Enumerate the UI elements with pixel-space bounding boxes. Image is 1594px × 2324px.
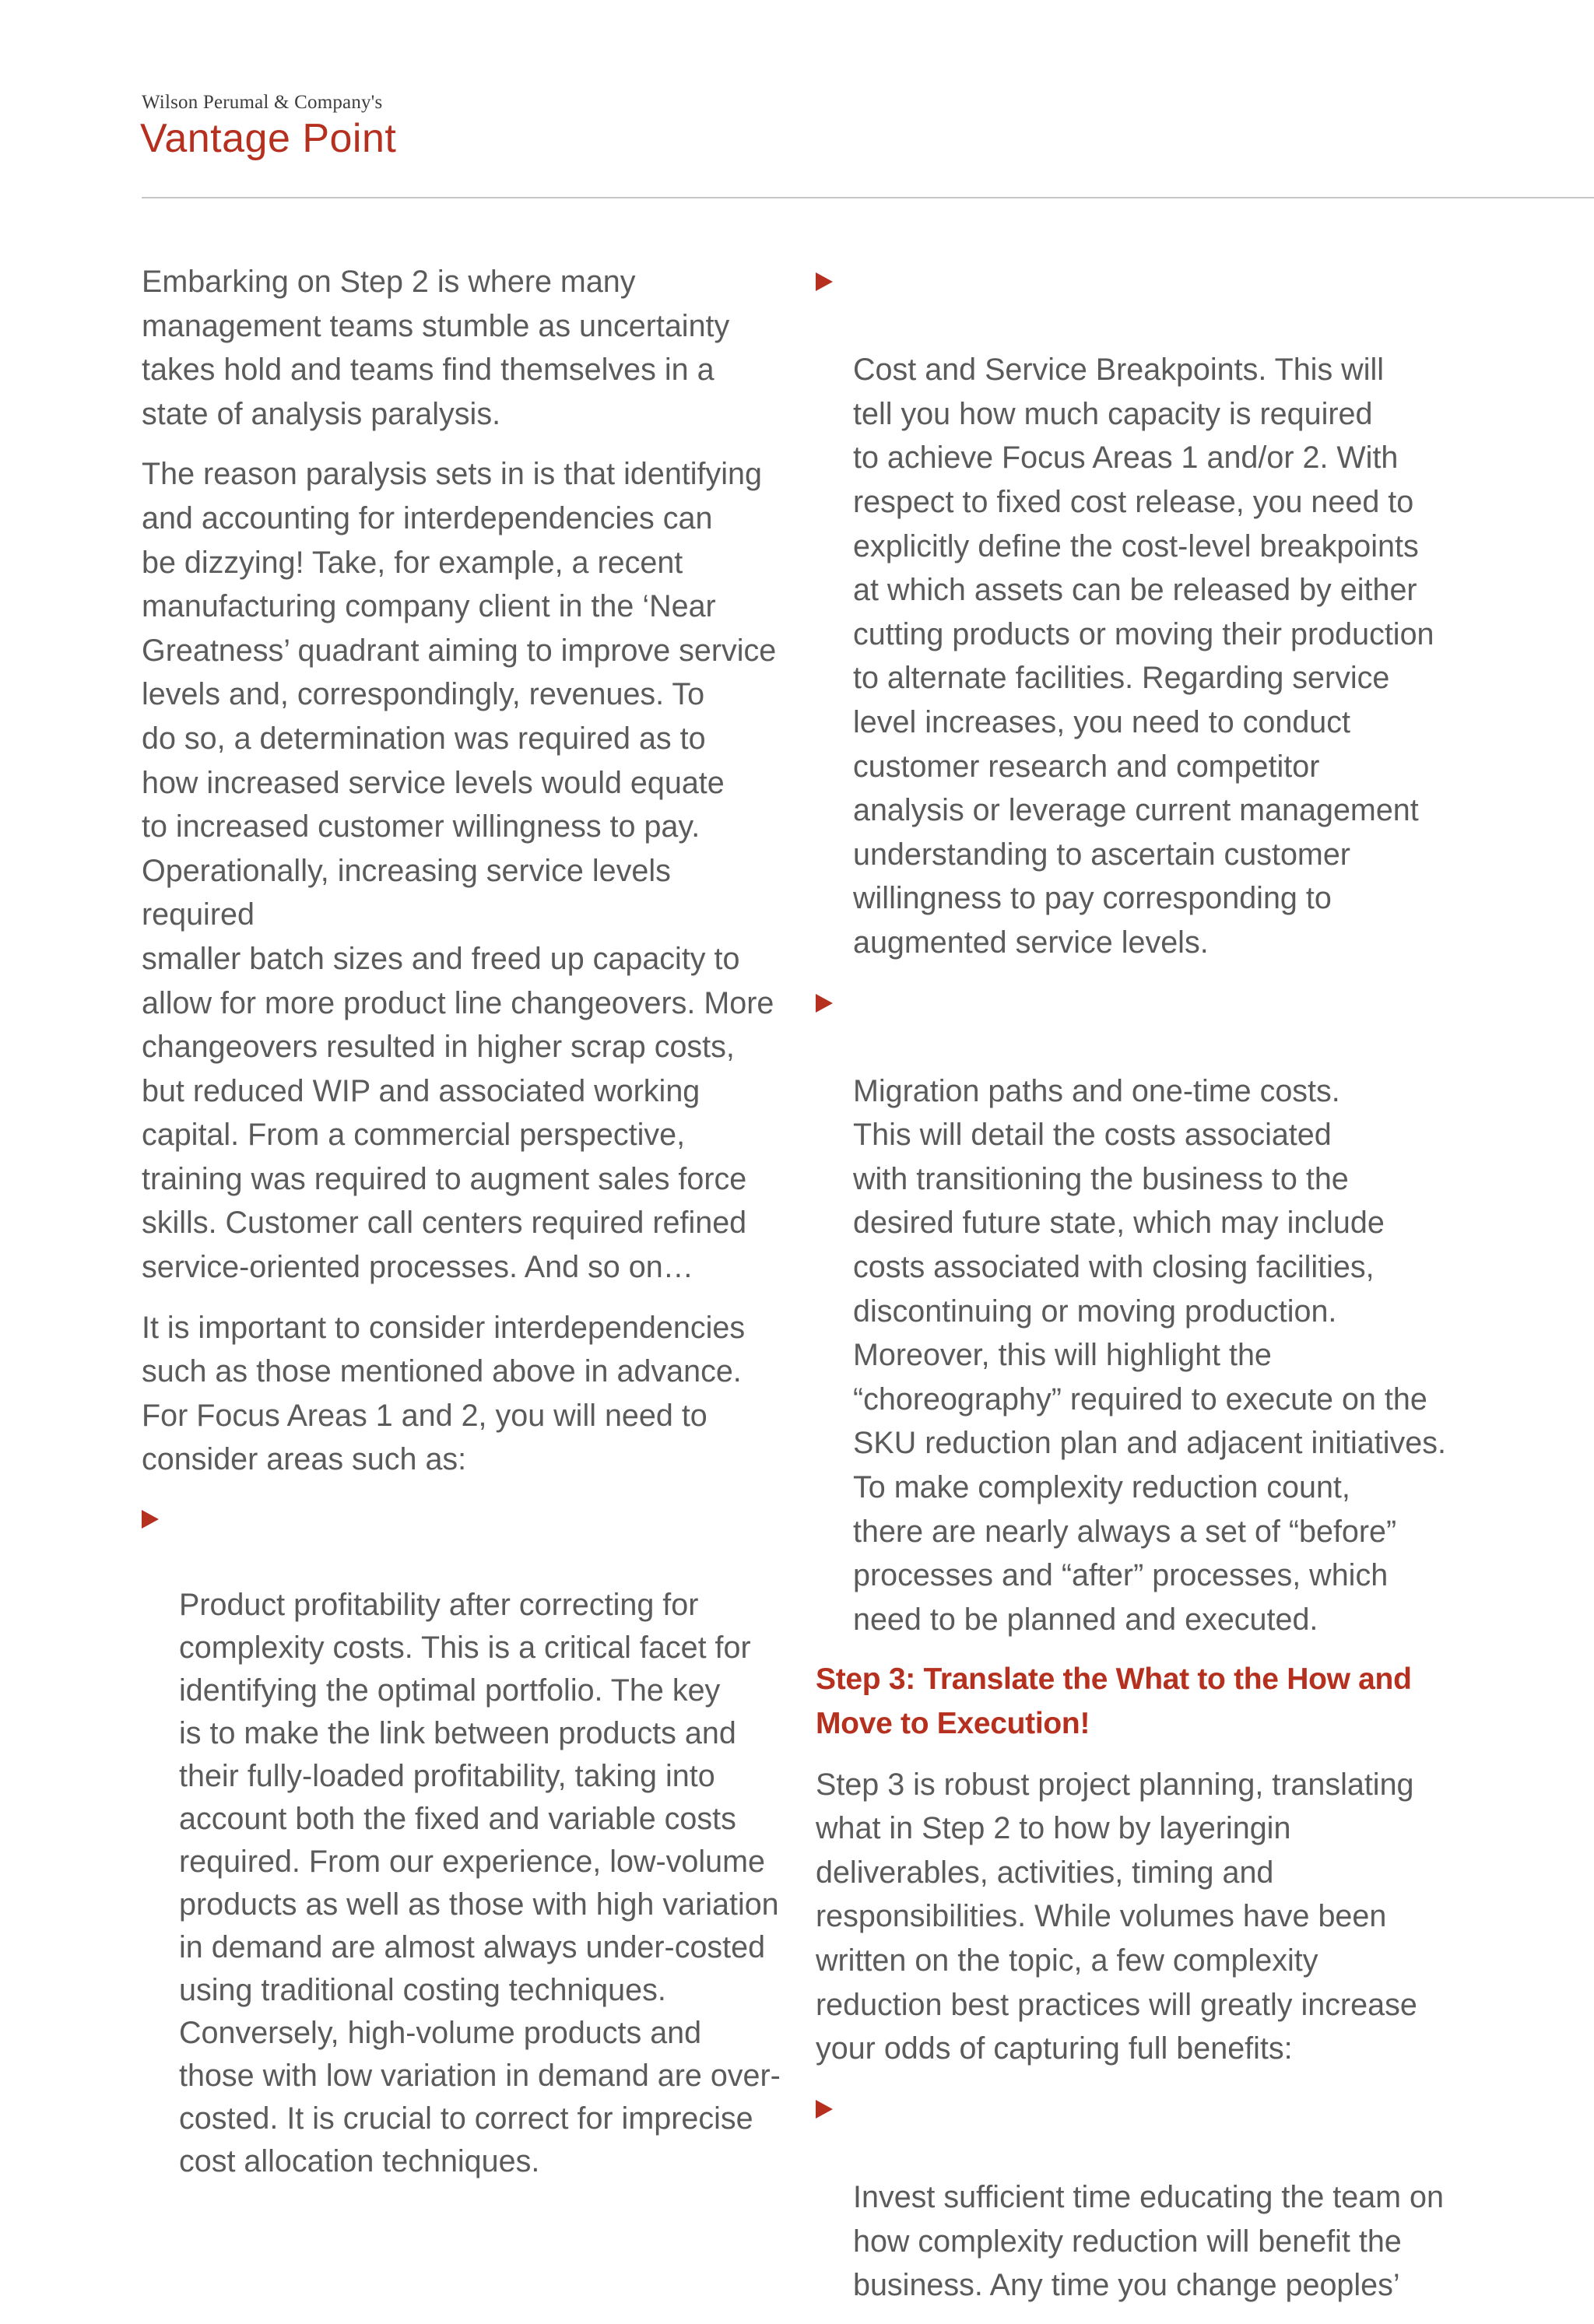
paragraph: Step 3 is robust project planning, translating what in Step 2 to how by layeringin deliverables, activities, timing and responsibilities. While volumes have been written on the topic, a few complexity reduction best practices will greatly increase your odds of capturing full benefits:: [816, 1767, 1417, 2066]
bullet-text: Product profitability after correcting for complexity costs. This is a critical facet for identifying the optimal portfolio. The key is to make the link between products and their fully-loaded profitability, taking into account both the fixed and variable costs required. From our experience, low-volume products as well as those with high variation in demand are almost always under-costed using traditional costing techniques. Conversely, high-volume products and those with low variation in demand are over- costed. It is crucial to correct for imprecise cost allocation techniques.: [179, 1588, 781, 2179]
bullet-text: Invest sufficient time educating the team on how complexity reduction will benefit the business. Any time you change peoples’: [853, 2179, 1444, 2303]
publication-title: Vantage Point: [140, 116, 397, 161]
bullet-item: [816, 260, 1454, 965]
publisher-name: Wilson Perumal & Company's: [142, 92, 383, 113]
paragraph: Embarking on Step 2 is where many management teams stumble as uncertainty takes hold and teams find themselves in a state of analysis paralysis.: [142, 265, 730, 431]
paragraph: It is important to consider interdependencies such as those mentioned above in advance. For Focus Areas 1 and 2, you will need to consider areas such as:: [142, 1310, 746, 1477]
bullet-item: [816, 981, 1454, 1642]
bullet-item: [816, 2087, 1454, 2308]
section-heading: Step 3: Translate the What to the How and Move to Execution!: [816, 1662, 1412, 1740]
triangle-right-icon: [816, 2100, 833, 2119]
header-divider: [142, 197, 1594, 198]
bullet-text: Migration paths and one-time costs. This will detail the costs associated with transitioning the business to the desired future state, which may include costs associated with closing facilities, discontinuing or moving production. Moreover, this will highlight the “choreography” required to execute on the SKU reduction plan and adjacent initiatives. To make complexity reduction count, there are nearly always a set of “before” processes and “after” processes, which need to be planned and executed.: [853, 1073, 1446, 1637]
triangle-right-icon: [142, 1510, 159, 1529]
left-column: [142, 260, 788, 2199]
paragraph: The reason paralysis sets in is that identifying and accounting for interdependencies can be dizzying! Take, for example, a recent manufacturing company client in the ‘Near Greatness’ quadrant aiming to improve service levels and, correspondingly, revenues. To do so, a determination was required as to how increased service levels would equate to increased customer willingness to pay. Operationally, increasing service levels required smaller batch sizes and freed up capacity to allow for more product line changeovers. More changeovers resulted in higher scrap costs, but reduced WIP and associated working capital. From a commercial perspective, training was required to augment sales force skills. Customer call centers required refined service-oriented processes. And so on…: [142, 457, 777, 1285]
triangle-right-icon: [816, 994, 833, 1013]
bullet-item: [142, 1498, 788, 2183]
right-column: [816, 260, 1454, 2324]
triangle-right-icon: [816, 272, 833, 291]
bullet-text: Cost and Service Breakpoints. This will tell you how much capacity is required to achieve Focus Areas 1 and/or 2. With respect to fixed cost release, you need to explicitly define the cost-level breakpoints at which assets can be released by either cutting products or moving their production to alternate facilities. Regarding service level increases, you need to conduct customer research and competitor analysis or leverage current management understanding to ascertain customer willingness to pay corresponding to augmented service levels.: [853, 353, 1434, 960]
